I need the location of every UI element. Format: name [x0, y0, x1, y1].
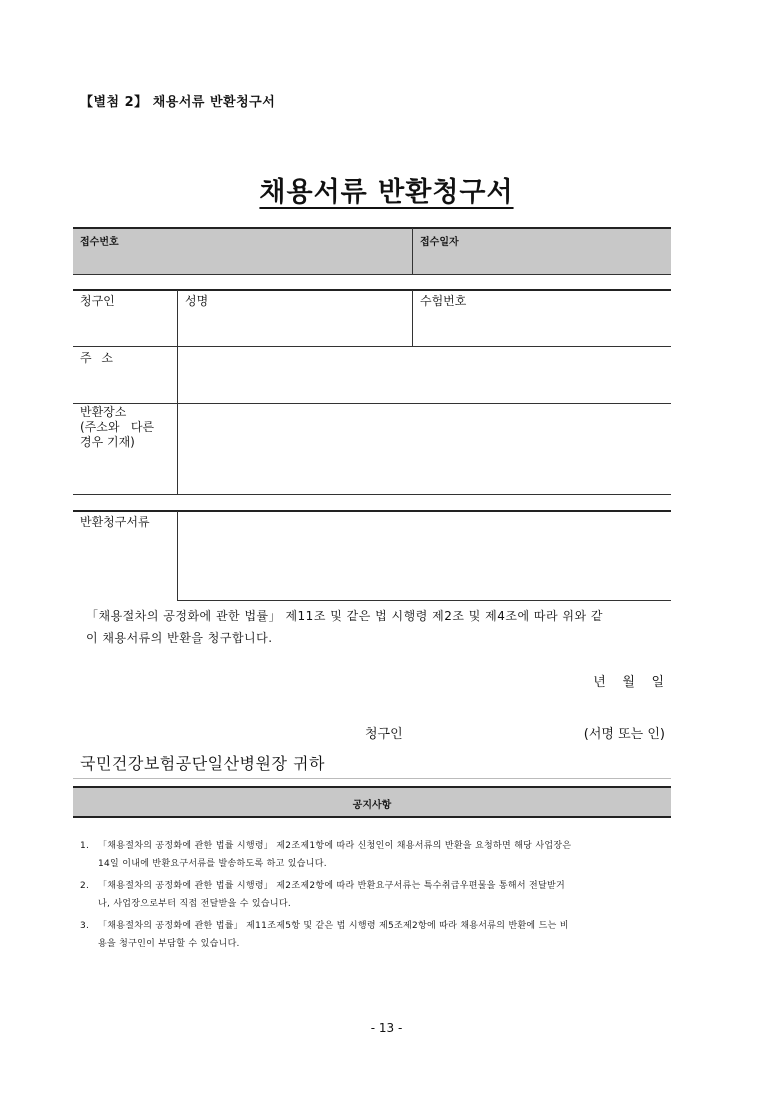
- name-label: 성명: [185, 294, 209, 308]
- notice-bottom-border: [73, 816, 671, 818]
- return-place-line1: 반환장소: [80, 405, 127, 419]
- notice-item-line: 나, 사업장으로부터 직접 전달받을 수 있습니다.: [98, 899, 292, 909]
- notice-top-border: [73, 786, 671, 788]
- applicant-top-border: [73, 289, 671, 291]
- receipt-block: [73, 228, 671, 274]
- attachment-label: 【별첨 2】 채용서류 반환청구서: [80, 95, 276, 110]
- name-field[interactable]: [178, 308, 411, 345]
- notice-item-number: 3.: [80, 921, 90, 931]
- notice-item-2: [80, 877, 675, 913]
- date-line: 년 월 일: [593, 675, 664, 690]
- notice-item-line: 「채용절차의 공정화에 관한 법률 시행령」 제2조제1항에 따라 신청인이 채용서류의 반환을 요청하면 해당 사업장은: [98, 841, 572, 851]
- exam-number-field[interactable]: [413, 308, 670, 345]
- address-field[interactable]: [178, 347, 670, 402]
- page-number: - 13 -: [370, 1021, 403, 1035]
- form-title: 채용서류 반환청구서: [259, 177, 514, 208]
- return-place-line2: (주소와 다른: [80, 420, 155, 434]
- receipt-top-border: [73, 227, 671, 229]
- statement: [86, 605, 676, 649]
- notice-item-line: 용을 청구인이 부담할 수 있습니다.: [98, 939, 240, 949]
- notice-list: [80, 837, 675, 953]
- documents-field[interactable]: [178, 512, 670, 599]
- statement-line2: 이 채용서류의 반환을 청구합니다.: [86, 631, 273, 645]
- notice-item-line: 14일 이내에 반환요구서류를 발송하도록 하고 있습니다.: [98, 859, 327, 869]
- notice-item-number: 1.: [80, 841, 90, 851]
- receipt-number-label: 접수번호: [80, 237, 119, 248]
- return-place-label: [80, 405, 154, 450]
- addressee: 국민건강보험공단일산병원장 귀하: [80, 754, 325, 773]
- return-place-row-border: [73, 494, 671, 495]
- receipt-date-label: 접수일자: [420, 237, 459, 248]
- return-place-field[interactable]: [178, 404, 670, 493]
- documents-bottom-border: [177, 600, 671, 601]
- signature-label: 청구인: [365, 727, 403, 742]
- receipt-divider: [412, 228, 413, 274]
- receipt-bottom-border: [73, 274, 671, 275]
- return-place-line3: 경우 기재): [80, 435, 135, 449]
- notice-item-3: [80, 917, 675, 953]
- signature-field[interactable]: (서명 또는 인): [583, 727, 665, 742]
- addressee-underline: [73, 778, 671, 779]
- notice-item-number: 2.: [80, 881, 90, 891]
- exam-number-label: 수험번호: [420, 294, 467, 308]
- statement-line1: 「채용절차의 공정화에 관한 법률」 제11조 및 같은 법 시행령 제2조 및 제4조에 따라 위와 같: [86, 609, 603, 623]
- documents-label: 반환청구서류: [80, 515, 150, 529]
- address-label: 주 소: [80, 351, 116, 365]
- notice-item-line: 「채용절차의 공정화에 관한 법률 시행령」 제2조제2항에 따라 반환요구서류는 특수취급우편물을 통해서 전달받거: [98, 881, 565, 891]
- notice-item-1: [80, 837, 675, 873]
- applicant-label: 청구인: [80, 294, 115, 308]
- notice-item-line: 「채용절차의 공정화에 관한 법률」 제11조제5항 및 같은 법 시행령 제5조제2항에 따라 채용서류의 반환에 드는 비: [98, 921, 569, 931]
- notice-header: 공지사항: [352, 800, 392, 811]
